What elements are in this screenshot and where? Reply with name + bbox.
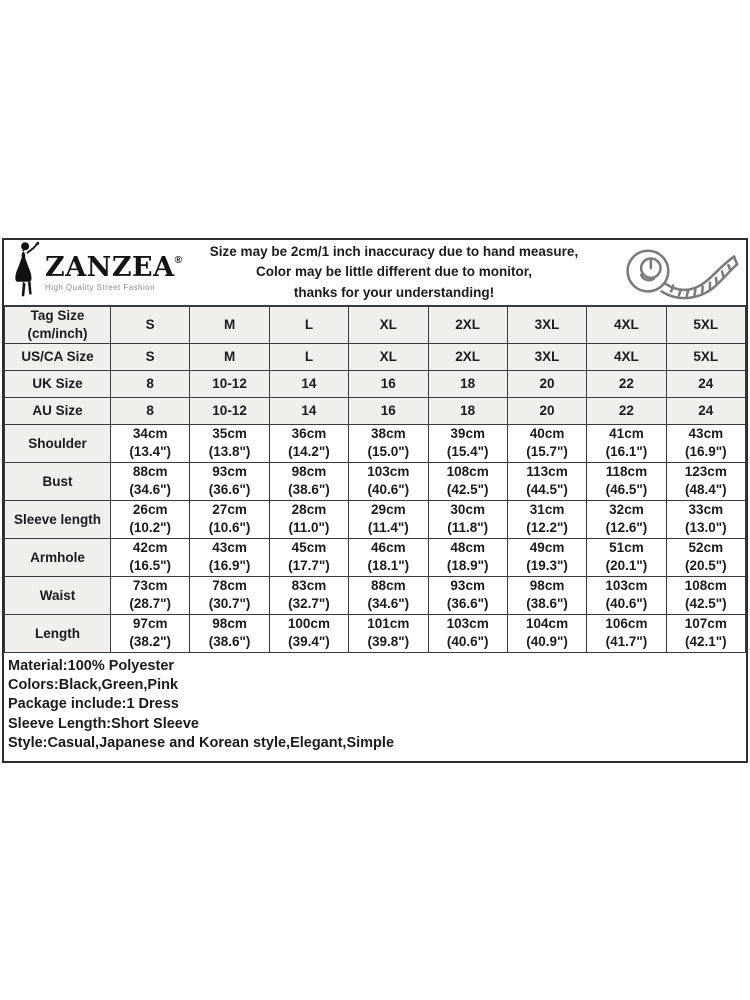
- table-cell: 5XL: [666, 343, 745, 370]
- table-cell: 98cm (38.6"): [190, 614, 269, 652]
- table-cell: 22: [587, 370, 666, 397]
- table-cell: 107cm (42.1"): [666, 614, 745, 652]
- size-table: [4, 306, 746, 653]
- table-cell: 16: [349, 370, 428, 397]
- brand-wordmark: [45, 251, 183, 292]
- table-cell: 98cm (38.6"): [269, 462, 348, 500]
- table-cell: 36cm (14.2"): [269, 424, 348, 462]
- table-cell: 48cm (18.9"): [428, 538, 507, 576]
- table-cell: 27cm (10.6"): [190, 500, 269, 538]
- product-info-line-sleeve: Sleeve Length:Short Sleeve: [8, 715, 199, 732]
- table-cell: 8: [111, 370, 190, 397]
- table-cell: 103cm (40.6"): [428, 614, 507, 652]
- table-cell: 18: [428, 397, 507, 424]
- table-cell: 29cm (11.4"): [349, 500, 428, 538]
- table-cell: 33cm (13.0"): [666, 500, 745, 538]
- table-cell: 73cm (28.7"): [111, 576, 190, 614]
- table-cell: 32cm (12.6"): [587, 500, 666, 538]
- product-info-line-style: Style:Casual,Japanese and Korean style,Elegant,Simple: [8, 735, 395, 752]
- row-header: Waist: [5, 576, 111, 614]
- table-cell: 104cm (40.9"): [507, 614, 586, 652]
- table-row-bust: [5, 462, 746, 500]
- measure-notice: [186, 242, 608, 303]
- table-cell: 2XL: [428, 307, 507, 344]
- table-row-sleeve-length: [5, 500, 746, 538]
- table-cell: 43cm (16.9"): [666, 424, 745, 462]
- table-cell: L: [269, 307, 348, 344]
- table-cell: 5XL: [666, 307, 745, 344]
- table-cell: 103cm (40.6"): [587, 576, 666, 614]
- table-cell: 16: [349, 397, 428, 424]
- table-cell: 108cm (42.5"): [428, 462, 507, 500]
- table-cell: S: [111, 343, 190, 370]
- table-cell: M: [190, 307, 269, 344]
- table-cell: 103cm (40.6"): [349, 462, 428, 500]
- table-cell: 106cm (41.7"): [587, 614, 666, 652]
- table-cell: 51cm (20.1"): [587, 538, 666, 576]
- table-row-au-size: [5, 397, 746, 424]
- table-cell: 108cm (42.5"): [666, 576, 745, 614]
- table-cell: XL: [349, 343, 428, 370]
- table-cell: 93cm (36.6"): [428, 576, 507, 614]
- table-cell: 4XL: [587, 343, 666, 370]
- row-header: Tag Size (cm/inch): [5, 307, 111, 344]
- table-cell: XL: [349, 307, 428, 344]
- row-header: Shoulder: [5, 424, 111, 462]
- table-cell: 34cm (13.4"): [111, 424, 190, 462]
- product-info-line-package: Package include:1 Dress: [8, 696, 179, 713]
- row-header: Armhole: [5, 538, 111, 576]
- table-cell: 30cm (11.8"): [428, 500, 507, 538]
- table-cell: 78cm (30.7"): [190, 576, 269, 614]
- table-cell: 39cm (15.4"): [428, 424, 507, 462]
- table-cell: 49cm (19.3"): [507, 538, 586, 576]
- table-cell: 14: [269, 397, 348, 424]
- table-cell: 24: [666, 397, 745, 424]
- table-cell: 10-12: [190, 397, 269, 424]
- table-row-waist: [5, 576, 746, 614]
- brand-notice-bar: [4, 240, 746, 306]
- notice-line: Color may be little different due to monitor,: [255, 264, 533, 280]
- table-cell: 88cm (34.6"): [111, 462, 190, 500]
- table-cell: 20: [507, 397, 586, 424]
- brand-name: ZANZEA®: [45, 251, 183, 283]
- table-cell: 31cm (12.2"): [507, 500, 586, 538]
- table-cell: 3XL: [507, 307, 586, 344]
- row-header: Bust: [5, 462, 111, 500]
- table-cell: 28cm (11.0"): [269, 500, 348, 538]
- table-row-length: [5, 614, 746, 652]
- table-cell: 22: [587, 397, 666, 424]
- brand-tagline: High Quality Street Fashion: [45, 282, 155, 292]
- row-header: UK Size: [5, 370, 111, 397]
- table-cell: 97cm (38.2"): [111, 614, 190, 652]
- table-cell: 35cm (13.8"): [190, 424, 269, 462]
- table-row-usca-size: [5, 343, 746, 370]
- table-cell: 14: [269, 370, 348, 397]
- table-cell: 101cm (39.8"): [349, 614, 428, 652]
- size-chart-sheet: [2, 238, 748, 763]
- product-info: [4, 653, 746, 761]
- table-cell: M: [190, 343, 269, 370]
- table-cell: L: [269, 343, 348, 370]
- table-cell: 118cm (46.5"): [587, 462, 666, 500]
- registered-mark: ®: [174, 254, 183, 266]
- table-cell: 52cm (20.5"): [666, 538, 745, 576]
- table-cell: 41cm (16.1"): [587, 424, 666, 462]
- row-header: Sleeve length: [5, 500, 111, 538]
- row-header: US/CA Size: [5, 343, 111, 370]
- table-cell: 2XL: [428, 343, 507, 370]
- table-cell: 10-12: [190, 370, 269, 397]
- table-cell: 46cm (18.1"): [349, 538, 428, 576]
- table-cell: 3XL: [507, 343, 586, 370]
- table-cell: 43cm (16.9"): [190, 538, 269, 576]
- table-row-shoulder: [5, 424, 746, 462]
- table-cell: 26cm (10.2"): [111, 500, 190, 538]
- row-header: Length: [5, 614, 111, 652]
- table-cell: 40cm (15.7"): [507, 424, 586, 462]
- table-cell: 45cm (17.7"): [269, 538, 348, 576]
- table-cell: 8: [111, 397, 190, 424]
- table-cell: 98cm (38.6"): [507, 576, 586, 614]
- product-info-line-colors: Colors:Black,Green,Pink: [8, 677, 179, 694]
- table-cell: 93cm (36.6"): [190, 462, 269, 500]
- product-info-line-material: Material:100% Polyester: [8, 657, 175, 674]
- table-cell: S: [111, 307, 190, 344]
- fashion-figure-icon: [12, 241, 42, 304]
- table-cell: 38cm (15.0"): [349, 424, 428, 462]
- table-cell: 18: [428, 370, 507, 397]
- table-cell: 88cm (34.6"): [349, 576, 428, 614]
- table-cell: 42cm (16.5"): [111, 538, 190, 576]
- table-cell: 83cm (32.7"): [269, 576, 348, 614]
- table-cell: 123cm (48.4"): [666, 462, 745, 500]
- row-header: AU Size: [5, 397, 111, 424]
- notice-line: thanks for your understanding!: [293, 284, 495, 300]
- table-cell: 100cm (39.4"): [269, 614, 348, 652]
- notice-line: Size may be 2cm/1 inch inaccuracy due to hand measure,: [209, 244, 579, 260]
- table-cell: 4XL: [587, 307, 666, 344]
- brand-logo: [4, 241, 186, 304]
- table-cell: 113cm (44.5"): [507, 462, 586, 500]
- table-cell: 24: [666, 370, 745, 397]
- table-cell: 20: [507, 370, 586, 397]
- table-row-tag-size: [5, 307, 746, 344]
- measuring-tape-icon: [608, 242, 746, 304]
- table-row-armhole: [5, 538, 746, 576]
- table-row-uk-size: [5, 370, 746, 397]
